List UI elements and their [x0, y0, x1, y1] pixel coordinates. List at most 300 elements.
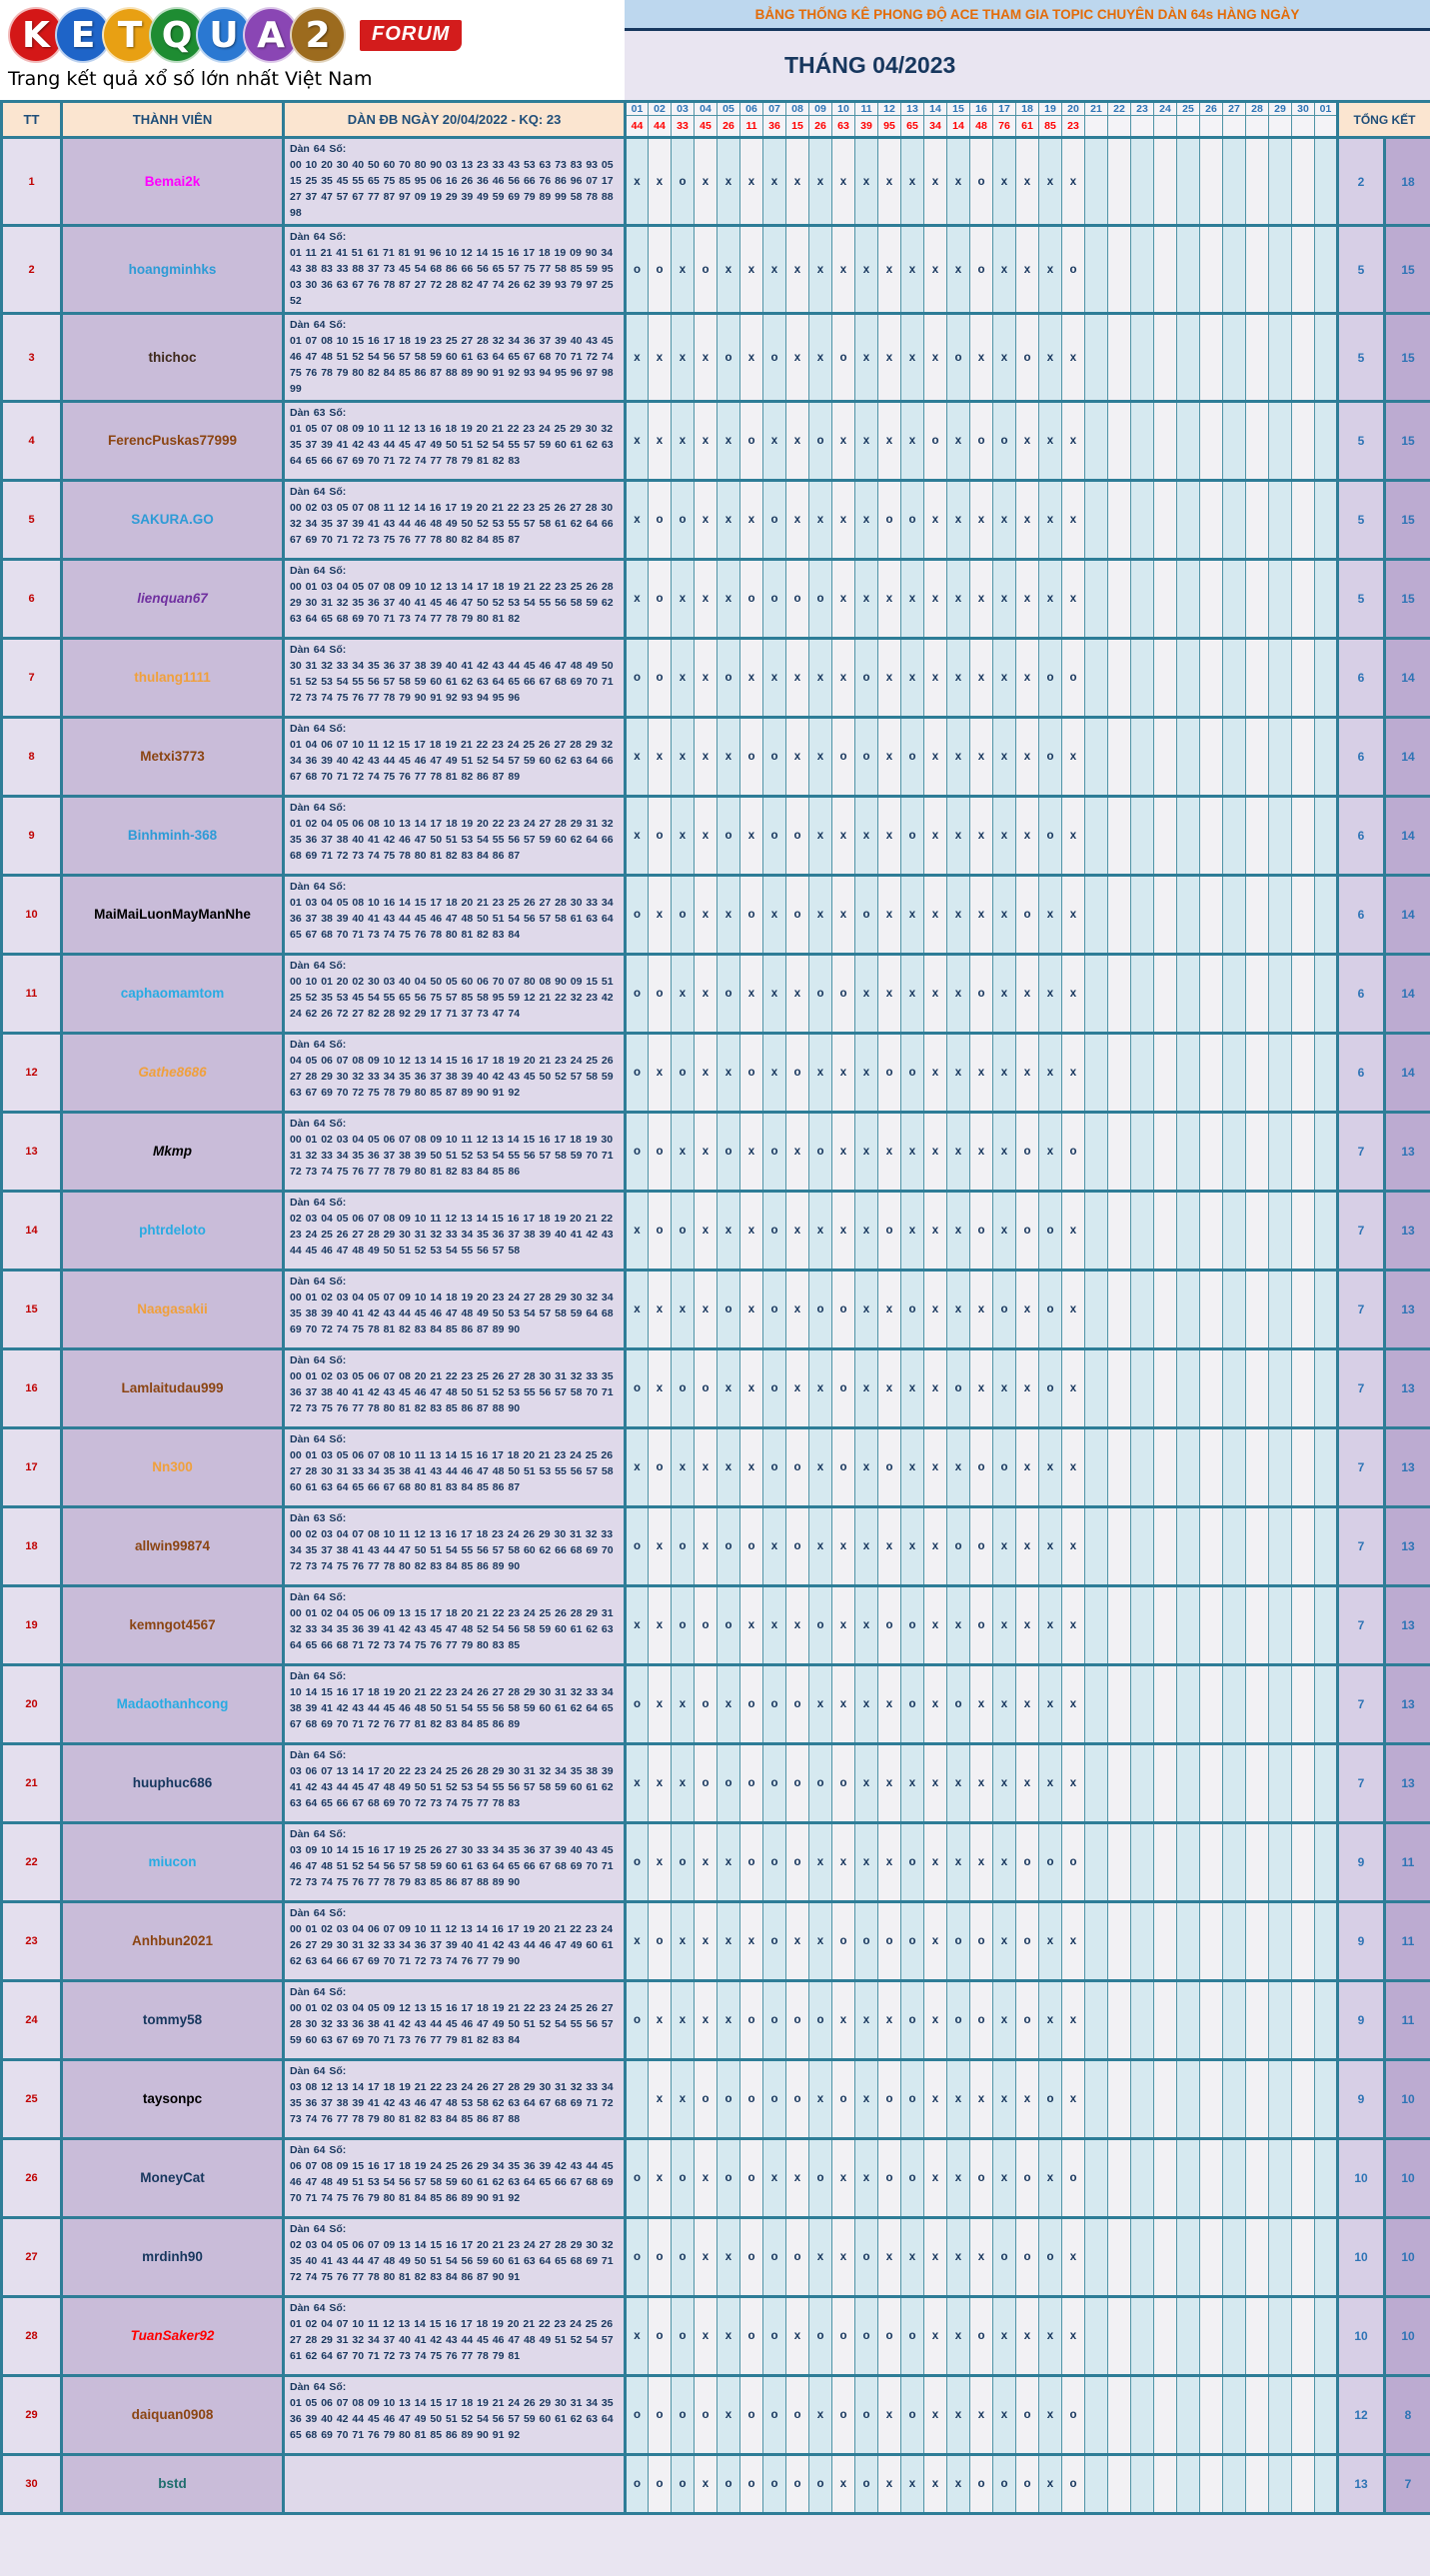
member-name-link[interactable]: tommy58: [142, 2012, 203, 2027]
mark-cell: [1269, 1349, 1292, 1428]
mark-cell: x: [1016, 639, 1039, 718]
mark-cell: x: [832, 226, 855, 314]
dan-cell: [284, 797, 626, 876]
mark-cell: [1315, 2139, 1338, 2218]
mark-cell: [1223, 138, 1246, 226]
mark-cell: [1223, 2060, 1246, 2139]
mark-cell: [1246, 1271, 1269, 1349]
mark-cell: x: [786, 402, 809, 481]
mark-cell: x: [649, 1744, 672, 1823]
table-row: [2, 1507, 1430, 1586]
mark-cell: x: [878, 560, 901, 639]
mark-cell: [1131, 955, 1154, 1034]
mark-cell: o: [695, 1744, 717, 1823]
member-name-link[interactable]: SAKURA.GO: [131, 512, 214, 527]
day-column-header: 30: [1292, 102, 1315, 116]
mark-cell: o: [740, 2060, 763, 2139]
mark-cell: o: [695, 2060, 717, 2139]
day-result-value: 26: [809, 116, 832, 138]
member-name-link[interactable]: thulang1111: [134, 670, 211, 685]
mark-cell: x: [1062, 1902, 1085, 1981]
mark-cell: [1223, 797, 1246, 876]
mark-cell: [1246, 876, 1269, 955]
table-row: [2, 1902, 1430, 1981]
mark-cell: [1200, 314, 1223, 402]
dan-numbers: 02 03 04 05 06 07 09 13 14 15 16 17 20 21 23 24 27 28 29 30 32 35 40 41 43 44 47 48 49 50 51 54 56 59 60 61 63 64 65 68 69 71 72 74 75 76 77 78 80 81 82 83 84 86 87 90 91: [290, 2239, 614, 2283]
mark-cell: o: [970, 2297, 993, 2376]
mark-cell: o: [809, 402, 832, 481]
mark-cell: [1085, 1823, 1108, 1902]
dan-numbers: 00 01 02 03 04 05 06 07 08 09 10 11 12 13 14 15 16 17 18 19 30 31 32 33 34 35 36 37 38 39 50 51 52 53 54 55 56 57 58 59 70 71 72 73 74 75 76 77 78 79 80 81 82 83 84 85 86: [290, 1134, 614, 1178]
mark-cell: [1085, 1586, 1108, 1665]
mark-cell: o: [809, 1113, 832, 1192]
day-result-value: 15: [786, 116, 809, 138]
mark-cell: o: [878, 2060, 901, 2139]
member-name-link[interactable]: bstd: [158, 2476, 187, 2491]
member-name-link[interactable]: TuanSaker92: [130, 2328, 215, 2343]
o-total: 6: [1338, 1034, 1385, 1113]
mark-cell: o: [740, 2218, 763, 2297]
mark-cell: o: [763, 560, 786, 639]
mark-cell: [1131, 2060, 1154, 2139]
mark-cell: [1269, 1428, 1292, 1507]
mark-cell: [1200, 138, 1223, 226]
x-total: 18: [1385, 138, 1430, 226]
day-result-value: 48: [970, 116, 993, 138]
x-total: 13: [1385, 1349, 1430, 1428]
mark-cell: o: [649, 955, 672, 1034]
mark-cell: [1292, 1586, 1315, 1665]
mark-cell: [1131, 1428, 1154, 1507]
mark-cell: [1292, 226, 1315, 314]
member-name-link[interactable]: Naagasakii: [137, 1301, 208, 1316]
member-cell: [62, 1823, 284, 1902]
day-result-value: [1292, 116, 1315, 138]
mark-cell: x: [1016, 226, 1039, 314]
member-name-link[interactable]: MaiMaiLuonMayManNhe: [94, 907, 251, 922]
row-index: 29: [2, 2376, 62, 2455]
mark-cell: [1315, 481, 1338, 560]
mark-cell: x: [695, 402, 717, 481]
member-cell: [62, 2376, 284, 2455]
mark-cell: x: [649, 138, 672, 226]
mark-cell: x: [924, 1586, 947, 1665]
mark-cell: x: [626, 1744, 649, 1823]
table-row: [2, 560, 1430, 639]
mark-cell: x: [786, 226, 809, 314]
mark-cell: x: [855, 1981, 878, 2060]
mark-cell: o: [855, 2218, 878, 2297]
mark-cell: [1154, 955, 1177, 1034]
mark-cell: x: [970, 1349, 993, 1428]
member-name-link[interactable]: Anhbun2021: [131, 1933, 213, 1948]
mark-cell: x: [1016, 1271, 1039, 1349]
mark-cell: [1292, 138, 1315, 226]
mark-cell: o: [1039, 1271, 1062, 1349]
mark-cell: x: [878, 876, 901, 955]
mark-cell: [1177, 797, 1200, 876]
mark-cell: x: [970, 1113, 993, 1192]
dan-cell: [284, 2455, 626, 2514]
mark-cell: o: [717, 797, 740, 876]
mark-cell: [1246, 2139, 1269, 2218]
mark-cell: x: [695, 560, 717, 639]
mark-cell: [1246, 1665, 1269, 1744]
table-row: [2, 1192, 1430, 1271]
mark-cell: [1085, 1192, 1108, 1271]
row-index: 4: [2, 402, 62, 481]
table-row: [2, 955, 1430, 1034]
mark-cell: x: [672, 1902, 695, 1981]
mark-cell: x: [1039, 955, 1062, 1034]
dan-cell: [284, 1823, 626, 1902]
row-index: 15: [2, 1271, 62, 1349]
mark-cell: x: [649, 1507, 672, 1586]
mark-cell: [1246, 1349, 1269, 1428]
mark-cell: [1108, 639, 1131, 718]
logo-letter-icon: K: [8, 7, 64, 63]
mark-cell: [1085, 481, 1108, 560]
mark-cell: [1269, 718, 1292, 797]
dan-cell: [284, 1586, 626, 1665]
mark-cell: x: [809, 1034, 832, 1113]
x-total: 10: [1385, 2060, 1430, 2139]
mark-cell: x: [717, 1192, 740, 1271]
mark-cell: [1108, 1034, 1131, 1113]
mark-cell: x: [924, 1034, 947, 1113]
mark-cell: x: [649, 718, 672, 797]
table-row: [2, 1271, 1430, 1349]
mark-cell: o: [1039, 2218, 1062, 2297]
site-logo[interactable]: [0, 0, 625, 100]
mark-cell: x: [1062, 560, 1085, 639]
mark-cell: x: [855, 226, 878, 314]
col-header-total: TỔNG KẾT: [1338, 102, 1430, 138]
mark-cell: [1315, 314, 1338, 402]
member-name-link[interactable]: allwin99874: [134, 1538, 211, 1553]
mark-cell: x: [947, 955, 970, 1034]
mark-cell: [1315, 2297, 1338, 2376]
mark-cell: o: [1016, 1823, 1039, 1902]
mark-cell: [1200, 639, 1223, 718]
mark-cell: x: [993, 314, 1016, 402]
dan-size-label: Dàn 64 Số:: [290, 644, 347, 656]
mark-cell: o: [626, 1113, 649, 1192]
member-name-link[interactable]: Nn300: [152, 1459, 193, 1474]
dan-size-label: Dàn 64 Số:: [290, 960, 347, 972]
mark-cell: o: [878, 2139, 901, 2218]
mark-cell: [1292, 560, 1315, 639]
member-name-link[interactable]: Gathe8686: [138, 1065, 207, 1080]
mark-cell: o: [695, 1349, 717, 1428]
dan-size-label: Dàn 64 Số:: [290, 565, 347, 577]
mark-cell: x: [1062, 1507, 1085, 1586]
mark-cell: [1154, 2218, 1177, 2297]
member-name-link[interactable]: hoangminhks: [128, 261, 217, 277]
mark-cell: [1200, 1192, 1223, 1271]
member-name-link[interactable]: FerencPuskas77999: [107, 433, 238, 448]
mark-cell: o: [970, 402, 993, 481]
member-name-link[interactable]: Binhminh-368: [127, 828, 218, 843]
member-name-link[interactable]: Bemai2k: [144, 173, 201, 189]
mark-cell: x: [1062, 1981, 1085, 2060]
mark-cell: x: [993, 797, 1016, 876]
mark-cell: [1154, 138, 1177, 226]
mark-cell: o: [901, 797, 924, 876]
member-name-link[interactable]: taysonpc: [142, 2091, 203, 2106]
mark-cell: x: [901, 560, 924, 639]
mark-cell: [1269, 1034, 1292, 1113]
mark-cell: x: [901, 1113, 924, 1192]
dan-numbers: 01 11 21 41 51 61 71 81 91 96 10 12 14 15 16 17 18 19 09 90 34 43 38 83 33 88 37 73 45 54 68 86 66 56 65 57 75 77 58 85 59 95 03 30 36 63 67 76 78 87 27 72 28 82 47 74 26 62 39 93 79 97 25 52: [290, 247, 614, 307]
o-total: 5: [1338, 314, 1385, 402]
dan-numbers: 04 05 06 07 08 09 10 12 13 14 15 16 17 18 19 20 21 23 24 25 26 27 28 29 30 32 33 34 35 36 37 38 39 40 42 43 45 50 52 57 58 59 63 67 69 70 72 75 78 79 80 85 87 89 90 91 92: [290, 1055, 614, 1099]
mark-cell: x: [1039, 1586, 1062, 1665]
mark-cell: [1131, 1902, 1154, 1981]
member-name-link[interactable]: daiquan0908: [131, 2407, 214, 2422]
mark-cell: [1246, 639, 1269, 718]
row-index: 19: [2, 1586, 62, 1665]
mark-cell: [1292, 2060, 1315, 2139]
mark-cell: x: [993, 2060, 1016, 2139]
row-index: 5: [2, 481, 62, 560]
mark-cell: o: [626, 2139, 649, 2218]
mark-cell: [1246, 2376, 1269, 2455]
mark-cell: [1315, 1113, 1338, 1192]
mark-cell: [1154, 2455, 1177, 2514]
mark-cell: [1177, 2060, 1200, 2139]
mark-cell: [1269, 2376, 1292, 2455]
mark-cell: x: [740, 138, 763, 226]
member-name-link[interactable]: Madaothanhcong: [116, 1696, 229, 1711]
mark-cell: [1269, 1823, 1292, 1902]
member-name-link[interactable]: caphaomamtom: [120, 986, 225, 1001]
mark-cell: x: [993, 481, 1016, 560]
mark-cell: [1177, 2139, 1200, 2218]
mark-cell: x: [993, 955, 1016, 1034]
row-index: 3: [2, 314, 62, 402]
member-name-link[interactable]: Metxi3773: [140, 749, 205, 764]
table-row: [2, 314, 1430, 402]
mark-cell: o: [786, 1744, 809, 1823]
day-column-header: 13: [901, 102, 924, 116]
mark-cell: x: [717, 138, 740, 226]
mark-cell: x: [1039, 1902, 1062, 1981]
member-name-link[interactable]: phtrdeloto: [139, 1223, 206, 1238]
mark-cell: x: [1039, 481, 1062, 560]
mark-cell: [1200, 1271, 1223, 1349]
mark-cell: o: [649, 2297, 672, 2376]
mark-cell: x: [717, 718, 740, 797]
mark-cell: o: [740, 2297, 763, 2376]
mark-cell: x: [786, 2139, 809, 2218]
mark-cell: x: [1062, 481, 1085, 560]
mark-cell: o: [809, 955, 832, 1034]
x-total: 13: [1385, 1192, 1430, 1271]
mark-cell: [1246, 1981, 1269, 2060]
mark-cell: x: [1062, 314, 1085, 402]
mark-cell: [1131, 1349, 1154, 1428]
mark-cell: o: [970, 1981, 993, 2060]
member-cell: [62, 481, 284, 560]
mark-cell: [1177, 1744, 1200, 1823]
mark-cell: [1292, 876, 1315, 955]
mark-cell: [1200, 402, 1223, 481]
o-total: 2: [1338, 138, 1385, 226]
table-row: [2, 1744, 1430, 1823]
mark-cell: x: [649, 1034, 672, 1113]
day-column-header: 19: [1039, 102, 1062, 116]
mark-cell: x: [832, 1586, 855, 1665]
dan-size-label: Dàn 64 Số:: [290, 1591, 347, 1603]
mark-cell: x: [1016, 797, 1039, 876]
member-name-link[interactable]: lienquan67: [137, 591, 208, 606]
member-name-link[interactable]: kemngot4567: [129, 1617, 216, 1632]
mark-cell: [1269, 2218, 1292, 2297]
dan-size-label: Dàn 64 Số:: [290, 143, 347, 155]
mark-cell: x: [947, 226, 970, 314]
dan-size-label: Dàn 64 Số:: [290, 723, 347, 735]
mark-cell: [1131, 1034, 1154, 1113]
mark-cell: o: [901, 2139, 924, 2218]
o-total: 9: [1338, 1902, 1385, 1981]
mark-cell: [1315, 1034, 1338, 1113]
day-column-header: 22: [1108, 102, 1131, 116]
mark-cell: x: [993, 1113, 1016, 1192]
mark-cell: x: [786, 1586, 809, 1665]
mark-cell: x: [672, 2060, 695, 2139]
member-name-link[interactable]: huuphuc686: [132, 1775, 213, 1790]
member-name-link[interactable]: Mkmp: [152, 1144, 192, 1159]
mark-cell: x: [763, 1507, 786, 1586]
mark-cell: x: [740, 1428, 763, 1507]
mark-cell: [1269, 1192, 1292, 1271]
mark-cell: [1108, 1271, 1131, 1349]
mark-cell: x: [809, 718, 832, 797]
mark-cell: o: [901, 1823, 924, 1902]
x-total: 15: [1385, 560, 1430, 639]
table-row: [2, 639, 1430, 718]
mark-cell: x: [717, 1349, 740, 1428]
mark-cell: o: [649, 639, 672, 718]
mark-cell: o: [672, 481, 695, 560]
mark-cell: x: [878, 1113, 901, 1192]
day-result-value: 63: [832, 116, 855, 138]
member-name-link[interactable]: thichoc: [148, 349, 197, 365]
mark-cell: x: [993, 639, 1016, 718]
row-index: 16: [2, 1349, 62, 1428]
mark-cell: [1200, 1981, 1223, 2060]
mark-cell: o: [832, 2376, 855, 2455]
mark-cell: x: [855, 2139, 878, 2218]
mark-cell: x: [626, 1586, 649, 1665]
member-name-link[interactable]: miucon: [148, 1854, 197, 1869]
mark-cell: o: [832, 1428, 855, 1507]
day-column-header: 10: [832, 102, 855, 116]
member-name-link[interactable]: Lamlaitudau999: [121, 1380, 224, 1395]
mark-cell: o: [626, 1981, 649, 2060]
mark-cell: o: [763, 1665, 786, 1744]
table-row: [2, 1665, 1430, 1744]
member-name-link[interactable]: mrdinh90: [142, 2249, 203, 2264]
o-total: 5: [1338, 560, 1385, 639]
mark-cell: x: [855, 1823, 878, 1902]
mark-cell: o: [855, 876, 878, 955]
mark-cell: x: [832, 1034, 855, 1113]
dan-size-label: Dàn 64 Số:: [290, 2302, 347, 2314]
mark-cell: [1292, 1744, 1315, 1823]
mark-cell: o: [1039, 639, 1062, 718]
mark-cell: o: [947, 1665, 970, 1744]
mark-cell: x: [1062, 1665, 1085, 1744]
mark-cell: [1108, 1192, 1131, 1271]
mark-cell: [1108, 560, 1131, 639]
mark-cell: [1108, 2455, 1131, 2514]
mark-cell: o: [970, 955, 993, 1034]
dan-size-label: Dàn 64 Số:: [290, 1354, 347, 1366]
day-result-value: 85: [1039, 116, 1062, 138]
mark-cell: x: [740, 639, 763, 718]
mark-cell: o: [970, 1192, 993, 1271]
mark-cell: x: [901, 2455, 924, 2514]
o-total: 7: [1338, 1271, 1385, 1349]
mark-cell: x: [740, 955, 763, 1034]
x-total: 15: [1385, 402, 1430, 481]
mark-cell: o: [832, 314, 855, 402]
mark-cell: x: [901, 1192, 924, 1271]
mark-cell: x: [672, 797, 695, 876]
dan-cell: [284, 955, 626, 1034]
mark-cell: o: [970, 2455, 993, 2514]
mark-cell: x: [855, 1034, 878, 1113]
mark-cell: o: [740, 718, 763, 797]
mark-cell: o: [1039, 1823, 1062, 1902]
member-name-link[interactable]: MoneyCat: [140, 2170, 205, 2185]
o-total: 7: [1338, 1586, 1385, 1665]
mark-cell: x: [649, 876, 672, 955]
header-row-days: [2, 102, 1430, 116]
mark-cell: x: [1062, 1428, 1085, 1507]
mark-cell: x: [947, 1586, 970, 1665]
mark-cell: x: [878, 1507, 901, 1586]
mark-cell: x: [763, 1586, 786, 1665]
dan-cell: [284, 639, 626, 718]
mark-cell: x: [786, 639, 809, 718]
mark-cell: x: [649, 1586, 672, 1665]
mark-cell: x: [1062, 876, 1085, 955]
mark-cell: [1269, 138, 1292, 226]
mark-cell: o: [626, 1823, 649, 1902]
x-total: 13: [1385, 1665, 1430, 1744]
day-result-value: [1246, 116, 1269, 138]
dan-cell: [284, 718, 626, 797]
o-total: 10: [1338, 2218, 1385, 2297]
mark-cell: x: [695, 1823, 717, 1902]
row-index: 1: [2, 138, 62, 226]
mark-cell: [1292, 718, 1315, 797]
o-total: 7: [1338, 1349, 1385, 1428]
mark-cell: [1223, 955, 1246, 1034]
mark-cell: x: [947, 2139, 970, 2218]
mark-cell: [1131, 1192, 1154, 1271]
dan-numbers: 06 07 08 09 15 16 17 18 19 24 25 26 29 34 35 36 39 42 43 44 45 46 47 48 49 51 53 54 56 57 58 59 60 61 62 63 64 65 66 67 68 69 70 71 74 75 76 79 80 81 84 85 86 89 90 91 92: [290, 2160, 614, 2204]
mark-cell: x: [740, 226, 763, 314]
mark-cell: [1131, 1507, 1154, 1586]
row-index: 13: [2, 1113, 62, 1192]
o-total: 6: [1338, 955, 1385, 1034]
mark-cell: [1246, 2218, 1269, 2297]
mark-cell: x: [1062, 138, 1085, 226]
